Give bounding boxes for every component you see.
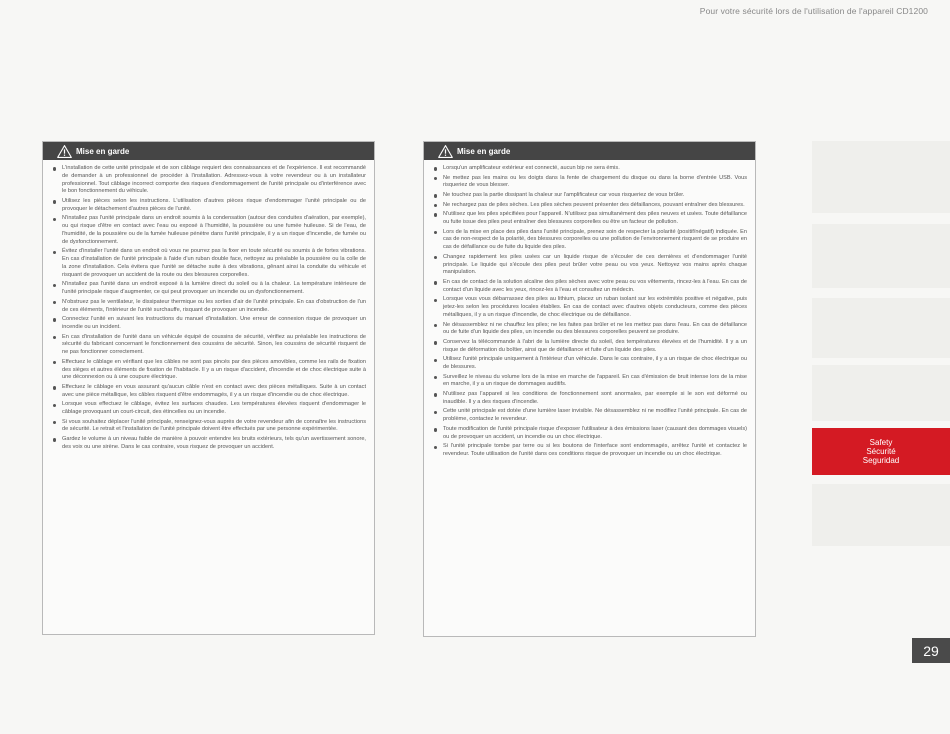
list-item: Si vous souhaitez déplacer l'unité principale, renseignez-vous auprès de votre revendeur afin de connaître les instructions de sécurité. Le retrait et l'installation de l'unité principale doivent être effectués par une personne expérimentée. — [53, 419, 366, 435]
list-item: N'utilisez pas l'appareil si les conditions de fonctionnement sont anormales, par exemple si le son est déformé ou inaudible. Il y a des risques d'incendie. — [434, 391, 747, 407]
list-item: Ne rechargez pas de piles sèches. Les piles sèches peuvent présenter des défaillances, pouvant entraîner des blessures. — [434, 202, 747, 210]
warning-list — [43, 160, 374, 452]
list-item: Toute modification de l'unité principale risque d'exposer l'utilisateur à des émissions laser (causant des dommages visuels) ou de provoquer un accident, un incendie ou un choc électrique. — [434, 426, 747, 442]
side-tab-placeholder — [812, 141, 950, 213]
list-item: Lors de la mise en place des piles dans l'unité principale, prenez soin de respecter la polarité (positif/négatif) indiquée. En cas de non-respect de la polarité, des blessures corporelles ou une pollution de l'environnement risquent de se produire en cas de défaillance ou de fuite du liquide des piles. — [434, 229, 747, 252]
list-item: L'installation de cette unité principale et de son câblage requiert des connaissances et de l'expérience. Il est recommandé de demander à un professionnel de procéder à l'installation. Adressez-vous à votre revendeur ou à un installateur professionnel. Tout câblage incorrect comporte des risques d'endommagement de l'unité principale ou d'interférence avec le bon fonctionnement du véhicule. — [53, 165, 366, 196]
list-item: Changez rapidement les piles usées car un liquide risque de s'écouler de ces dernières et d'endommager l'unité principale. Le liquide qui s'écoule des piles peut brûler votre peau ou vos yeux. Nettoyez vos mains après chaque manipulation. — [434, 254, 747, 277]
panel-title-bar — [43, 142, 374, 160]
list-item: N'utilisez que les piles spécifiées pour l'appareil. N'utilisez pas simultanément des piles neuves et usées. Toute défaillance ou fuite issue des piles peut entraîner des blessures corporelles ou être un facteur de pollution. — [434, 211, 747, 227]
list-item: Utilisez les pièces selon les instructions. L'utilisation d'autres pièces risque d'endommager l'unité principale ou de provoquer le détachement d'autres pièces de l'unité. — [53, 198, 366, 214]
list-item: Lorsque vous vous débarrassez des piles au lithium, placez un ruban isolant sur les extrémités positive et négative, puis jetez-les selon les procédures locales établies. En cas de contact avec d'autres objets conducteurs, comme des pièces métalliques, il y a un risque d'incendie, de choc électrique ou de défaillance. — [434, 296, 747, 319]
warning-panel-left — [42, 141, 375, 635]
list-item: Surveillez le niveau du volume lors de la mise en marche de l'appareil. En cas d'émission de bruit intense lors de la mise en marche, il y a un risque de dommages auditifs. — [434, 374, 747, 390]
list-item: Si l'unité principale tombe par terre ou si les boutons de l'interface sont endommagés, arrêtez l'unité et contactez le revendeur. Toute utilisation de l'unité dans ces conditions risque de provoquer un incendie ou un choc électrique. — [434, 443, 747, 459]
list-item: N'installez pas l'unité principale dans un endroit soumis à la condensation (autour des conduites d'aération, par exemple), ou qui risque d'être en contact avec l'eau ou exposé à l'humidité, la poussière ou une fumée huileuse. Si de l'eau, de l'humidité, de la poussière ou de la fumée huileuse pénètre dans l'unité principale, il y a un risque d'incendie, de fumée ou de dysfonctionnement. — [53, 215, 366, 246]
side-tab-placeholder — [812, 484, 950, 546]
section-tab-safety — [812, 428, 950, 475]
side-tab-placeholder — [812, 298, 950, 358]
list-item: N'installez pas l'unité dans un endroit exposé à la lumière direct du soleil ou à la chaleur. La température intérieure de l'unité principale risque d'augmenter, ce qui peut provoquer un incendie ou un dysfonctionnement. — [53, 281, 366, 297]
warning-panel-right — [423, 141, 756, 637]
list-item: Effectuez le câblage en vérifiant que les câbles ne sont pas pincés par des pièces amovibles, comme les rails de fixation des sièges et autres éléments de fixation de l'habitacle. Il y a un risque d'accident, d'incendie et de choc électrique suite à une déconnexion ou à une coupure électrique. — [53, 359, 366, 382]
panel-title-bar — [424, 142, 755, 160]
list-item: Conservez la télécommande à l'abri de la lumière directe du soleil, des températures élevées et de l'humidité. Il y a un risque de déformation du boîtier, ainsi que de défaillance et fuite d'un liquide des piles. — [434, 339, 747, 355]
list-item: Connectez l'unité en suivant les instructions du manuel d'installation. Une erreur de connexion risque de provoquer un incendie ou un incident. — [53, 316, 366, 332]
list-item: Ne désassemblez ni ne chauffez les piles; ne les faites pas brûler et ne les mettez pas dans l'eau. En cas de défaillance ou de fuite d'un liquide des piles, un incendie ou des blessures corporelles peuvent se produire. — [434, 322, 747, 338]
list-item: Évitez d'installer l'unité dans un endroit où vous ne pourrez pas la fixer en toute sécurité ou soumis à de fortes vibrations. En cas d'installation de l'unité principale à l'aide d'un ruban double face, nettoyez au préalable la poussière ou la colle de la zone d'installation. Cela évitera que l'unité se détache suite à des vibrations, gênant ainsi la conduite du véhicule et risquant de provoquer un accident de la route ou des blessures corporelles. — [53, 248, 366, 279]
side-tab-placeholder — [812, 224, 950, 288]
list-item: Cette unité principale est dotée d'une lumière laser invisible. Ne désassemblez ni ne modifiez l'unité principale. En cas de problème, contactez le revendeur. — [434, 408, 747, 424]
warning-triangle-icon — [438, 145, 453, 158]
page-header-title: Pour votre sécurité lors de l'utilisation de l'appareil CD1200 — [699, 6, 928, 16]
list-item: Lorsque vous effectuez le câblage, évitez les surfaces chaudes. Les températures élevées risquent d'endommager le câblage provoquant un court-circuit, des étincelles ou un incendie. — [53, 401, 366, 417]
warning-triangle-icon — [57, 145, 72, 158]
list-item: Utilisez l'unité principale uniquement à l'intérieur d'un véhicule. Dans le cas contraire, il y a un risque de choc électrique ou de blessures. — [434, 356, 747, 372]
list-item: Ne touchez pas la partie dissipant la chaleur sur l'amplificateur car vous risqueriez de vous brûler. — [434, 192, 747, 200]
list-item: Lorsqu'un amplificateur extérieur est connecté, aucun bip ne sera émis. — [434, 165, 747, 173]
list-item: N'obstruez pas le ventilateur, le dissipateur thermique ou les sorties d'air de l'unité principale. En cas d'obstruction de l'un de ces éléments, l'intérieur de l'unité surchauffe, risquant de provoquer un incendie. — [53, 299, 366, 315]
list-item: En cas de contact de la solution alcaline des piles sèches avec votre peau ou vos vêtements, rincez-les à l'eau. En cas de contact d'un liquide avec les yeux, rincez-les à l'eau et consultez un médecin. — [434, 279, 747, 295]
list-item: Gardez le volume à un niveau faible de manière à pouvoir entendre les bruits extérieurs, tels qu'un avertissement sonore, des voix ou une sirène. Dans le cas contraire, vous risquez de provoquer un accident. — [53, 436, 366, 452]
list-item: Ne mettez pas les mains ou les doigts dans la fente de chargement du disque ou dans la borne d'entrée USB. Vous risqueriez de vous blesser. — [434, 175, 747, 191]
panel-title: Mise en garde — [76, 146, 130, 156]
warning-list — [424, 160, 755, 459]
side-tab-placeholder — [812, 365, 950, 421]
list-item: Effectuez le câblage en vous assurant qu'aucun câble n'est en contact avec des pièces métalliques. Suite à un contact avec une pièce métallique, les câbles risquent d'être endommagés, il y a un risque d'incendie ou de choc électrique. — [53, 384, 366, 400]
section-tab-label: Seguridad — [862, 456, 900, 466]
section-tab-label: Safety — [869, 437, 893, 447]
section-tab-label: Sécurité — [866, 446, 896, 456]
list-item: En cas d'installation de l'unité dans un véhicule équipé de coussins de sécurité, vérifiez au préalable les instructions de sécurité du fabricant concernant le fonctionnement des coussins de sécurité. Sinon, les coussins de sécurité risquent de ne pas fonctionner correctement. — [53, 334, 366, 357]
panel-title: Mise en garde — [457, 146, 511, 156]
page-number: 29 — [912, 638, 950, 663]
